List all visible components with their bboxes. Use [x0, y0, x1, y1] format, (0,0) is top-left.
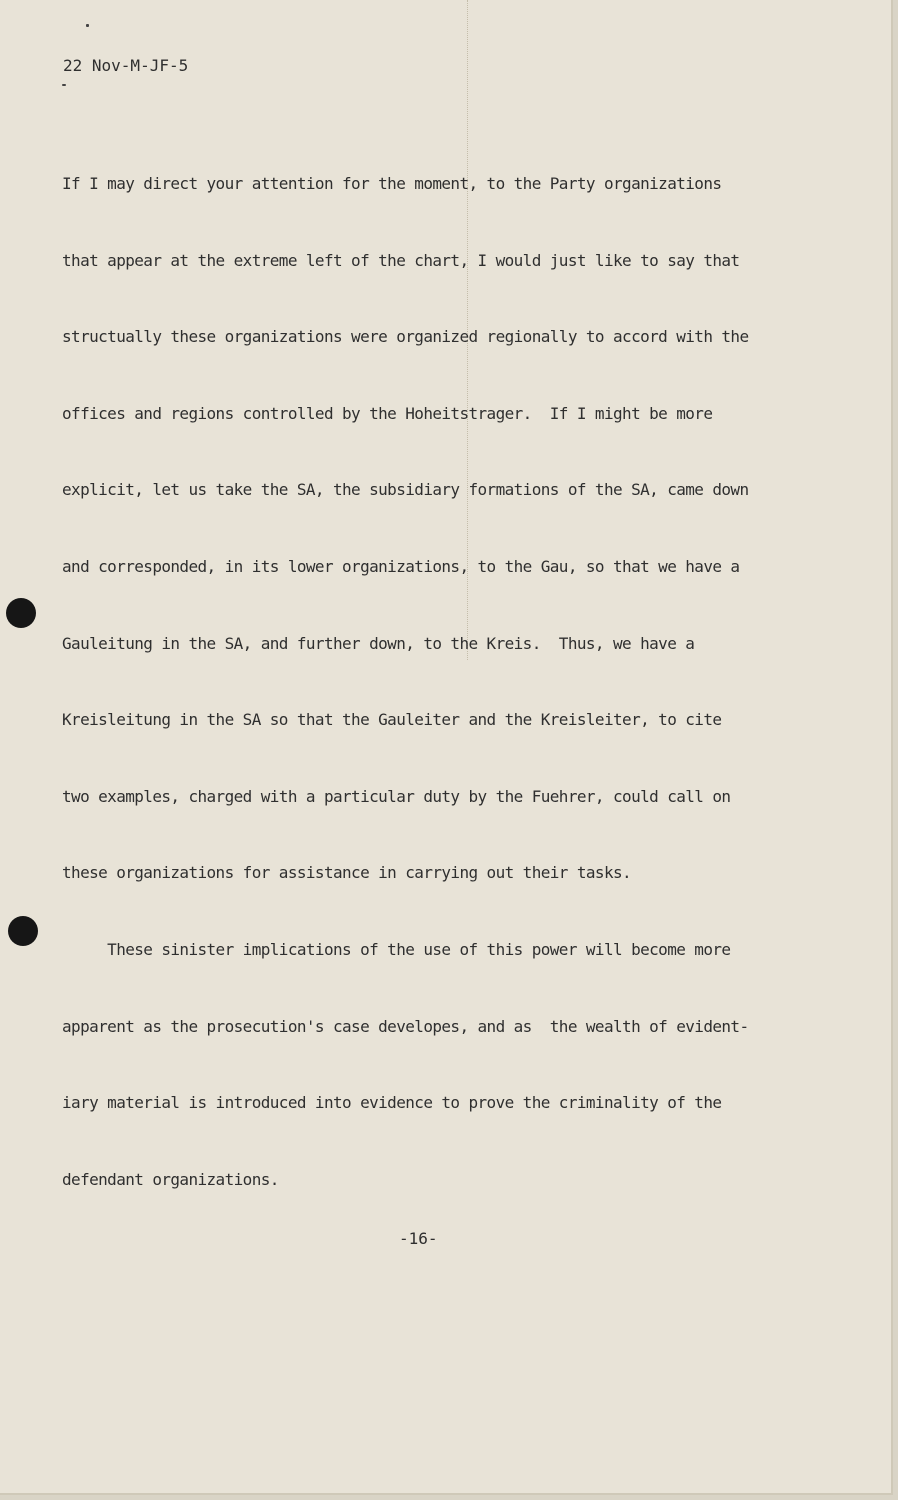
text-line: apparent as the prosecution's case developes, and as the wealth of evident- [62, 1016, 749, 1036]
ink-speck [86, 24, 89, 27]
body-text [62, 134, 822, 1244]
text-line: Kreisleitung in the SA so that the Gauleiter and the Kreisleiter, to cite [62, 710, 722, 730]
text-line: that appear at the extreme left of the chart, I would just like to say that [62, 250, 740, 270]
text-line: iary material is introduced into evidence to prove the criminality of the [62, 1093, 722, 1113]
punch-hole [8, 916, 38, 946]
text-line: and corresponded, in its lower organizations, to the Gau, so that we have a [62, 556, 740, 576]
text-line: offices and regions controlled by the Hoheitstrager. If I might be more [62, 403, 713, 423]
ink-speck [62, 84, 66, 86]
text-line: These sinister implications of the use of this power will become more [62, 939, 731, 959]
document-reference: 22 Nov-M-JF-5 [63, 56, 189, 75]
text-line: If I may direct your attention for the moment, to the Party organizations [62, 174, 722, 193]
text-line: two examples, charged with a particular duty by the Fuehrer, could call on [62, 786, 731, 806]
text-line: Gauleitung in the SA, and further down, to the Kreis. Thus, we have a [62, 633, 695, 653]
text-line: these organizations for assistance in carrying out their tasks. [62, 863, 632, 883]
text-line: defendant organizations. [62, 1169, 279, 1189]
punch-hole [6, 598, 36, 628]
text-line: explicit, let us take the SA, the subsidiary formations of the SA, came down [62, 480, 749, 500]
text-line: structually these organizations were organized regionally to accord with the [62, 327, 749, 347]
page-number: -16- [399, 1229, 438, 1248]
